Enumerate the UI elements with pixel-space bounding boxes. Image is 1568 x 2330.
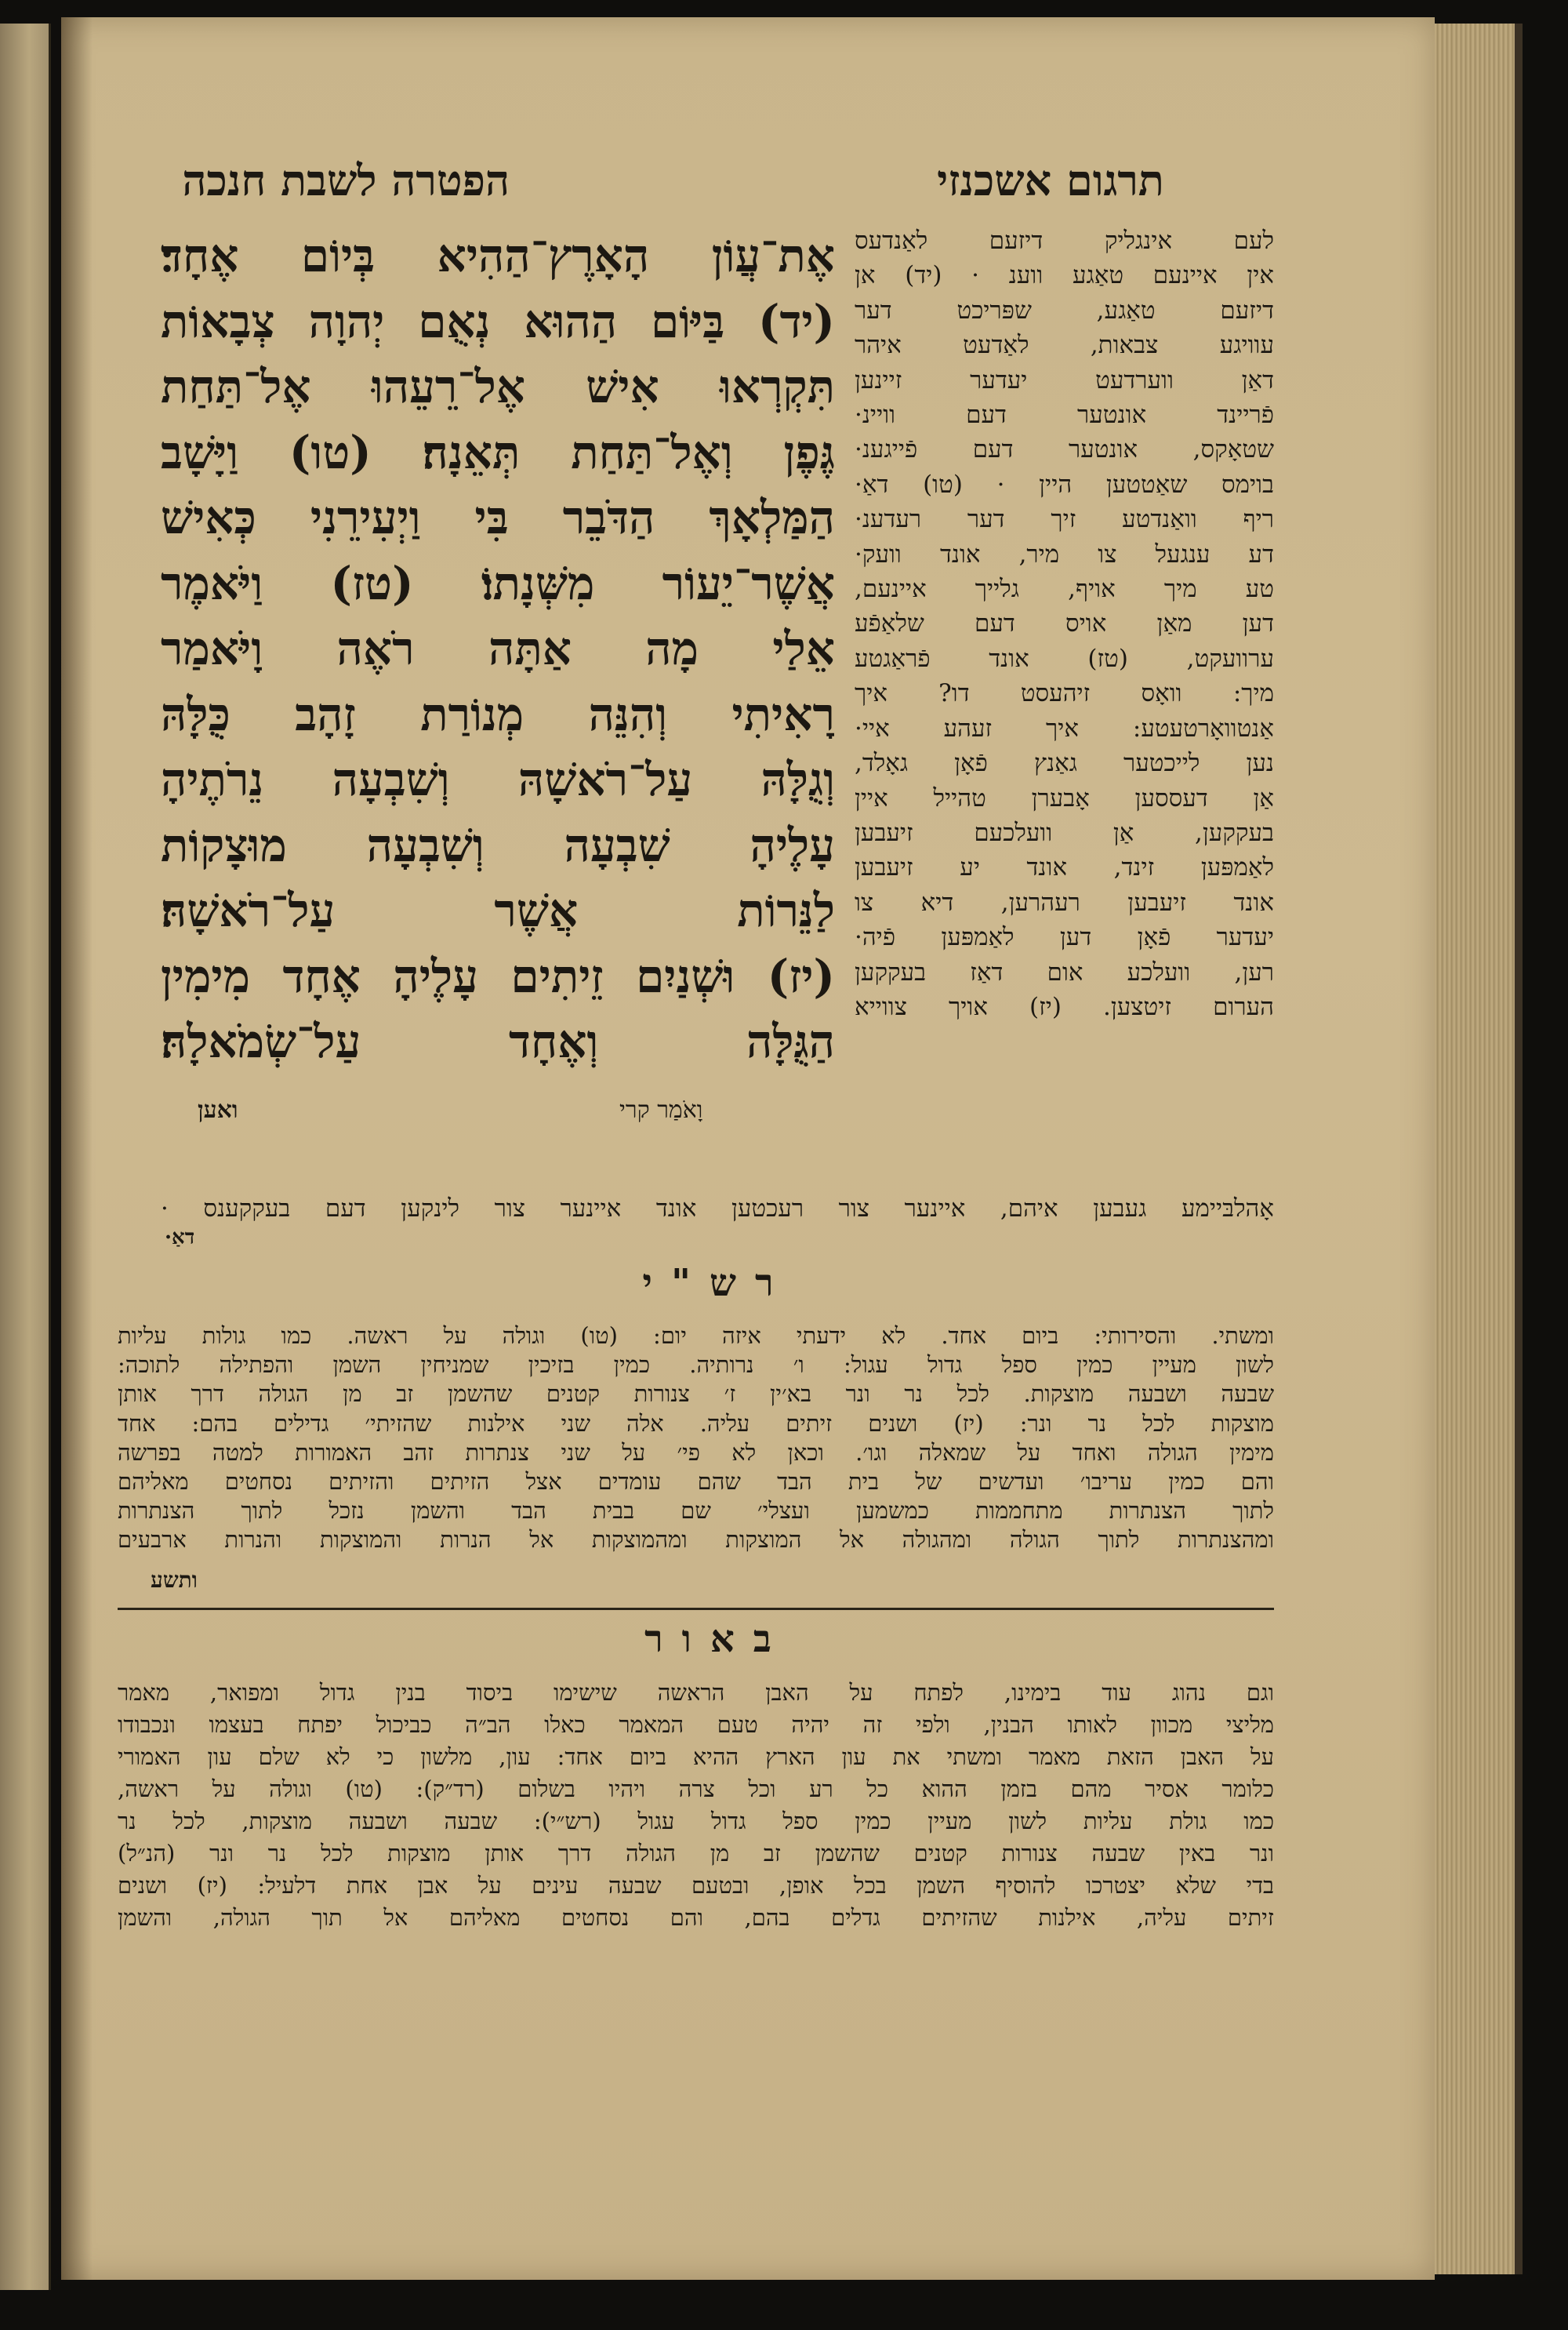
yiddish-line: הערום זיטצען. (יז) אויך צווייא: [855, 992, 1274, 1021]
rashi-line: לשון מעיין כמין ספל גדול עגול: ו׳ נרותיה. כמין בזיכין שמניחין השמן והפתילה לתוכה:: [118, 1351, 1274, 1379]
yiddish-line: ריף וואַנדטע זיך דער רעדענ·: [855, 505, 1274, 534]
rashi-line: ומשתי. והסירותי: ביום אחד. לא ידעתי איזה יום: (טו) וגולה על ראשה. כמו גולות עליות: [118, 1322, 1274, 1349]
biur-line: כלומר אסיר מהם בזמן ההוא כל רע וכל צרה ויהיו בשלום (רד״ק): (טו) וגולה על ראשה,: [118, 1776, 1274, 1802]
biur-title: באור: [644, 1617, 790, 1661]
hebrew-verse-line: הַמַּלְאָךְ הַדֹּבֵר בִּי וַיְעִירֵנִי כְּאִישׁ: [161, 491, 835, 544]
yiddish-line: דע ענגעל צו מיר, אונד וועק·: [855, 540, 1274, 569]
yiddish-line: דאַן ווערדעט יעדער זיינען: [855, 365, 1274, 394]
yiddish-catchword: דאַ·: [165, 1226, 195, 1249]
biur-line: על האבן הזאת מאמר ומשתי את עון הארץ ההיא ביום אחד: עון, מלשון כי לא שלם עון האמורי: [118, 1743, 1274, 1770]
rashi-title: רש"י: [642, 1261, 793, 1305]
biur-line: זיתים עליה, אילנות שהזיתים גדלים בהם, והם נסחטים מאליהם אל תוך הגולה, והשמן: [118, 1904, 1274, 1931]
rashi-line: ומהצנתרות לתוך הגולה ומהגולה אל המוצקות ומהמוצקות אל הנרות והמוצקות והנרות ארבעים: [118, 1526, 1274, 1554]
hebrew-verse-line: תִּקְרְאוּ אִישׁ אֶל־רֵעֵהוּ אֶל־תַּחַת: [161, 360, 835, 413]
yiddish-line: בעקקען, אַן וועלכעם זיעבען: [855, 818, 1274, 847]
hebrew-verse-line: לַנֵּרוֹת אֲשֶׁר עַל־רֹאשָׁהּ׃: [161, 884, 835, 937]
yiddish-line: נען לייכטער גאַנץ פֿאָן גאָלד,: [855, 749, 1274, 778]
biur-line: בדי שלא יצטרכו להוסיף השמן בכל אופן, ובטעם שבעה עינים על אבן אחת דלעיל: (יז) ושנים: [118, 1872, 1274, 1899]
biur-line: וגם נהוג עוד בימינו, לפתח על האבן הראשה שישימו ביסוד בנין גדול ומפואר, מאמר: [118, 1679, 1274, 1706]
yiddish-line: אין איינעם טאַגע ווענ · (יד) אן: [855, 261, 1274, 290]
yiddish-line: אַן דעססען אָבערן טהייל איין: [855, 783, 1274, 812]
yiddish-line: מיך: וואָס זיהעסט דו? איך: [855, 679, 1274, 708]
yiddish-line: פֿריינד אונטער דעם וויינ·: [855, 401, 1274, 430]
yiddish-line: אַנטוואָרטעטע: איך זעהע איי·: [855, 714, 1274, 743]
yiddish-line: עוויגע צבאות, לאַדעט איהר: [855, 331, 1274, 360]
hebrew-verse-line: גֶּפֶן וְאֶל־תַּחַת תְּאֵנָה׃ (טו) וַיָּשָׁב: [161, 425, 835, 479]
yiddish-wide-line: אָהלבּיימע געבען איהם, איינער צור רעכטען אונד איינער צור לינקען דעם בעקקענס ·: [161, 1194, 1274, 1223]
hebrew-verse-line: אֲשֶׁר־יֵעוֹר מִשְּׁנָתוֹ׃ (טז) וַיֹּאמֶר: [161, 556, 835, 610]
section-divider: [118, 1608, 1274, 1610]
rashi-line: לתוך הצנתרות מתחממות כמשמען ועצלי׳ שם בבית הבד והשמן נזכל לתוך הצנתרות: [118, 1497, 1274, 1525]
hebrew-verse-line: עָלֶיהָ שִׁבְעָה וְשִׁבְעָה מוּצָקוֹת: [161, 818, 835, 872]
rashi-catchword: ותשע: [151, 1567, 198, 1593]
hebrew-verse-line: אֶת־עֲוֹן הָאָרֶץ־הַהִיא בְּיוֹם אֶחָד׃: [161, 229, 835, 282]
yiddish-line: דען מאַן אויס דעם שלאַפֿע: [855, 609, 1274, 638]
yiddish-line: לעם אינגליק דיזעם לאַנדעס: [855, 227, 1274, 255]
book-fore-edge: [1428, 24, 1523, 2274]
hebrew-catchword: ואען: [198, 1096, 238, 1124]
previous-page-edge: [0, 24, 51, 2290]
biur-line: ונר באין שבעה צנורות קטנים שהשמן זב מן הגולה דרך אותן מוצקות לכל נר ונר (הנ״ל): [118, 1840, 1274, 1867]
hebrew-verse-line: רָאִיתִי וְהִנֵּה מְנוֹרַת זָהָב כֻּלָּהּ: [161, 687, 835, 741]
rashi-commentary: [118, 1321, 1274, 1555]
biur-commentary: [118, 1677, 1274, 1934]
yiddish-line: רען, וועלכע אום דאַז בעקקען: [855, 958, 1274, 987]
yiddish-line: שטאָקס, אונטער דעם פֿייגענ·: [855, 435, 1274, 464]
yiddish-line: טע מיך אויף, גלייך איינעם,: [855, 575, 1274, 604]
yiddish-line: אונד זיעבען רעהרען, דיא צו: [855, 888, 1274, 917]
hebrew-verse-line: וְגֻלָּהּ עַל־רֹאשָׁהּ וְשִׁבְעָה נֵרֹתֶיהָ: [161, 753, 835, 806]
qere-note: וָאֹמַר קרי: [619, 1096, 703, 1124]
biur-line: מליצי מכוון לאותו הבנין, ולפי זה יהיה טעם המאמר כאלו הב״ה כביכול יפתח בעצמו ונכבודו: [118, 1711, 1274, 1738]
hebrew-text-column: [161, 224, 835, 1075]
spine-shadow: [61, 17, 93, 2280]
yiddish-line: בוימס שאַטטען היין · (טו) דאַ·: [855, 470, 1274, 499]
hebrew-verse-line: (יד) בַּיּוֹם הַהוּא נְאֻם יְהוָה צְבָאוֹת: [161, 294, 835, 348]
rashi-line: והם כמין עריבו׳ ועדשים של בית הבד שהם עומדים אצל הזיתים והזיתים נסחטים מאליהם: [118, 1468, 1274, 1496]
yiddish-line: דיזעם טאַגע, שפּריכט דער: [855, 296, 1274, 325]
rashi-line: מימין הגולה ואחד על שמאלה וגו׳. וכאן לא פי׳ על שני צנתרות זהב האמורות למטה בפרשה: [118, 1438, 1274, 1466]
yiddish-line: יעדער פֿאָן דען לאַמפּען פֿיה·: [855, 923, 1274, 952]
yiddish-line: לאַמפּען זינד, אונד יע זיעבען: [855, 853, 1274, 882]
yiddish-line: ערוועקט, (טז) אונד פֿראַגטע: [855, 644, 1274, 673]
rashi-line: מוצקות לכל נר ונר: (יז) ושנים זיתים עליה. אלה שני אילנות שהזיתי׳ גדילים בהם: אחד: [118, 1409, 1274, 1437]
rashi-line: שבעה ושבעה מוצקות. לכל נר ונר בא׳ין ז׳ צנורות קטנים שהשמן זב מן הגולה דרך אותן: [118, 1380, 1274, 1408]
running-header-targum: תרגום אשכנזי: [937, 155, 1164, 205]
running-header-haftarah: הפטרה לשבת חנכה: [182, 155, 510, 205]
biur-line: כמו גולת עליות לשון מעיין כמין ספל גדול עגול (רש״י): שבעה ושבעה מוצקות, לכל נר: [118, 1808, 1274, 1834]
hebrew-verse-line: הַגֻּלָּה וְאֶחָד עַל־שְׂמֹאלָהּ׃: [161, 1015, 835, 1068]
hebrew-verse-line: אֵלַי מָה אַתָּה רֹאֶה וָיֹּאמַר: [161, 622, 835, 675]
yiddish-translation-column: [855, 224, 1274, 1024]
hebrew-verse-line: (יז) וּשְׁנַיִם זֵיתִים עָלֶיהָ אֶחָד מִימִין: [161, 949, 835, 1003]
